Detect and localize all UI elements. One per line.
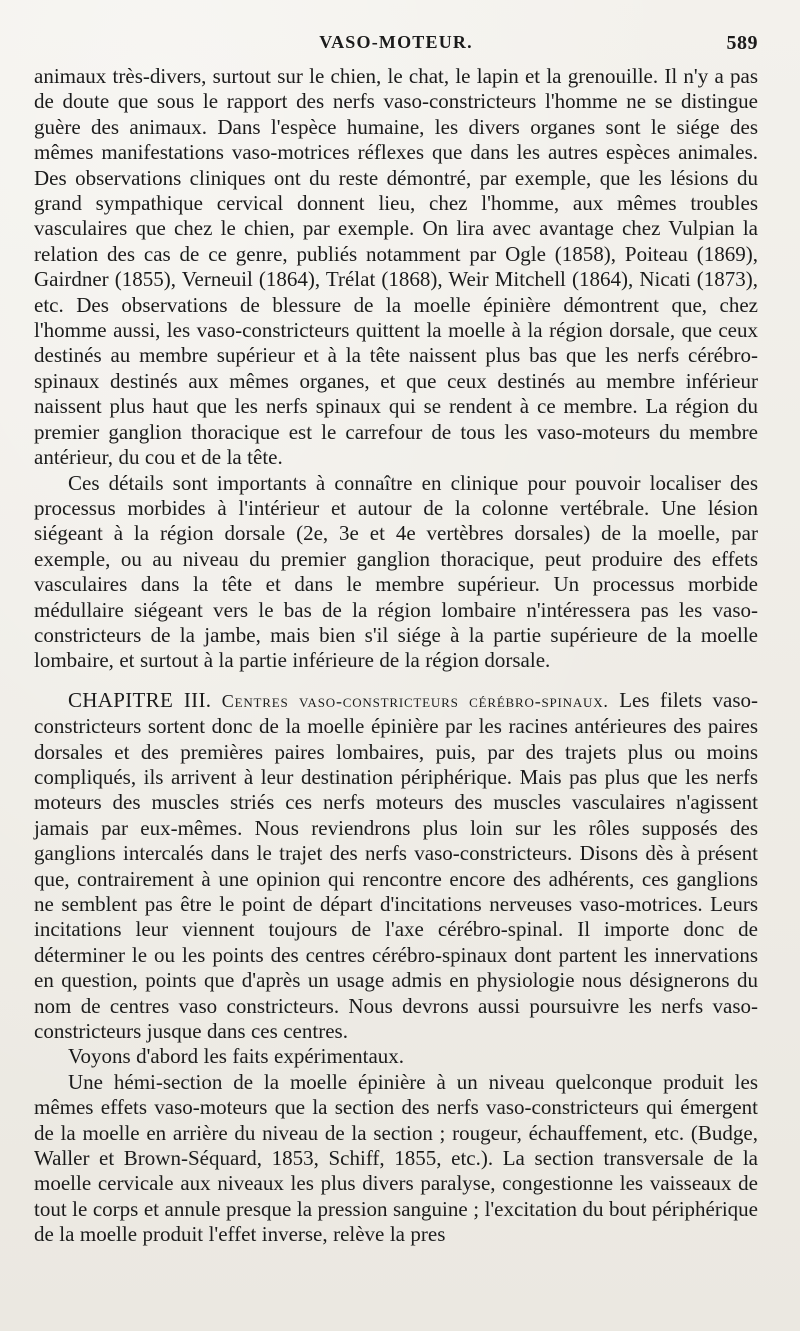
running-title: VASO-MOTEUR. [319,32,473,52]
chapter-text: Les filets vaso-constricteurs sortent donc de la moelle épinière par les racines antérieures des paires dorsales et des premières paires lombaires, puis, par des trajets plus ou moins compliqués, ils arrivent à leur destination périphérique. Mais pas plus que les nerfs moteurs des muscles striés ces nerfs moteurs des muscles vasculaires n'agissent jamais par eux-mêmes. Nous reviendrons plus loin sur les rôles supposés des ganglions intercalés dans le trajet des nerfs vaso-constricteurs. Disons dès à présent que, contrairement à une opinion qui rencontre encore des adhérents, ces ganglions ne semblent pas être le point de départ d'incitations nerveuses vaso-motrices. Leurs incitations leur viennent toujours de l'axe cérébro-spinal. Il importe donc de déterminer le ou les points des centres cérébro-spinaux dont partent les innervations en question, points que d'après un usage admis en physiologie nous désignerons du nom de centres vaso constricteurs. Nous devrons aussi poursuivre les nerfs vaso-constricteurs jusque dans ces centres. [34,687,758,1044]
paragraph-clinical-details: Ces détails sont importants à connaître en clinique pour pouvoir localiser des processus morbides à l'intérieur et autour de la colonne vertébrale. Une lésion siégeant à la région dorsale (2e, 3e et 4e vertèbres dorsales) de la moelle, par exemple, ou au niveau du premier ganglion thoracique, peut produire des effets vasculaires dans la tête et dans le membre supérieur. Un processus morbide médullaire siégeant vers le bas de la région lombaire n'intéressera pas les vaso-constricteurs de la jambe, mais bien s'il siége à la partie supérieure de la moelle lombaire, et surtout à la partie inférieure de la région dorsale. [34,470,758,673]
page-number: 589 [726,32,758,54]
chapter-section [34,688,758,1045]
paragraph-experimental-facts: Voyons d'abord les faits expérimentaux. [68,1044,405,1069]
running-header [34,28,758,64]
chapter-label: CHAPITRE III. [68,687,212,712]
chapter-heading: Centres vaso-constricteurs cérébro-spinaux. [221,690,609,711]
paragraph-hemi-section: Une hémi-section de la moelle épinière à un niveau quelconque produit les mêmes effets vaso-moteurs que la section des nerfs vaso-constricteurs qui émergent de la moelle en arrière du niveau de la section ; rougeur, échauffement, etc. (Budge, Waller et Brown-Séquard, 1853, Schiff, 1855, etc.). La section transversale de la moelle cervicale aux niveaux les plus divers paralyse, congestionne les vaisseaux de tout le corps et annule presque la pression sanguine ; l'excitation du bout périphérique de la moelle produit l'effet inverse, relève la pres [34,1069,758,1247]
body-text [34,64,758,1248]
paragraph-continued: animaux très-divers, surtout sur le chien, le chat, le lapin et la grenouille. Il n'y a pas de doute que sous le rapport des nerfs vaso-constricteurs l'homme ne se distingue guère des animaux. Dans l'espèce humaine, les divers organes sont le siége des mêmes manifestations vaso-motrices réflexes que dans les autres espèces animales. Des observations cliniques ont du reste démontré, par exemple, que les lésions du grand sympathique cervical donnent lieu, chez l'homme, aux mêmes troubles vasculaires que chez le chien, par exemple. On lira avec avantage chez Vulpian la relation des cas de ce genre, publiés notamment par Ogle (1858), Poiteau (1869), Gairdner (1855), Verneuil (1864), Trélat (1868), Weir Mitchell (1864), Nicati (1873), etc. Des observations de blessure de la moelle épinière démontrent que, chez l'homme aussi, les vaso-constricteurs quittent la moelle à la région dorsale, que ceux destinés au membre supérieur et à la tête naissent plus bas que les nerfs cérébro-spinaux destinés aux mêmes organes, et que ceux destinés au membre inférieur naissent plus haut que les nerfs spinaux qui se rendent à ce membre. La région du premier ganglion thoracique est le carrefour de tous les vaso-moteurs du membre antérieur, du cou et de la tête. [34,64,758,470]
